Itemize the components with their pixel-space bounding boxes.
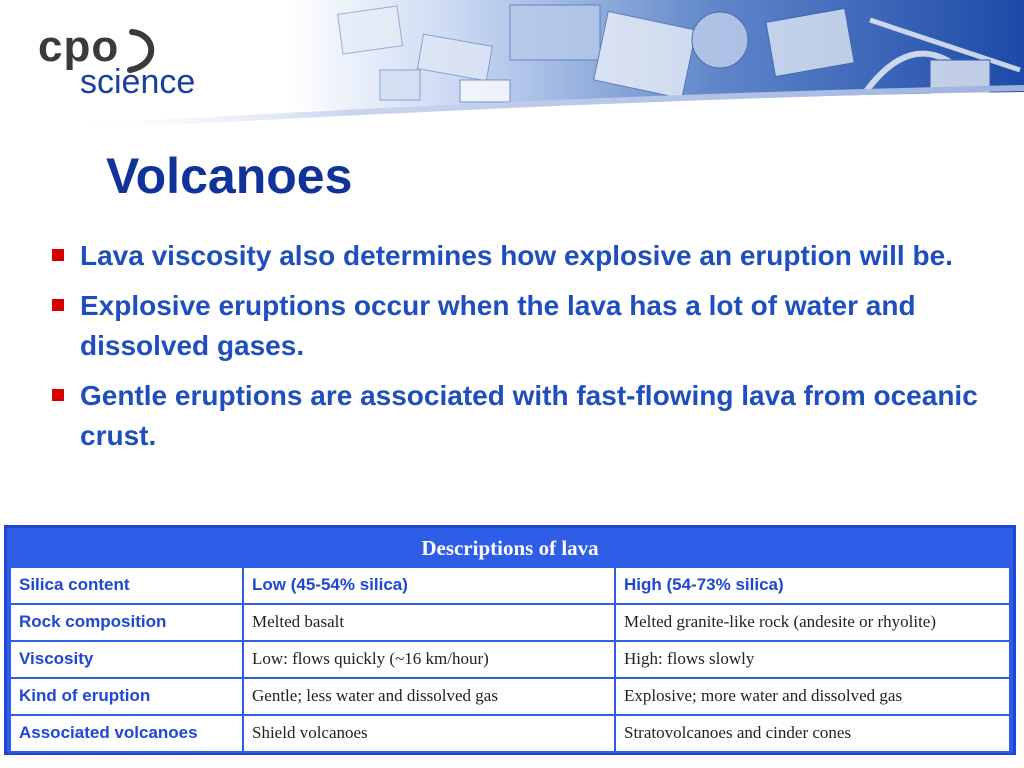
row-label: Rock composition xyxy=(10,604,243,641)
column-header-low: Low (45-54% silica) xyxy=(243,567,615,604)
row-label: Associated volcanoes xyxy=(10,715,243,752)
table-row xyxy=(10,715,1010,752)
bullet-list xyxy=(50,236,990,466)
bullet-text: Gentle eruptions are associated with fast-flowing lava from oceanic crust. xyxy=(80,380,978,451)
cpo-science-logo xyxy=(38,22,228,102)
table-caption: Descriptions of lava xyxy=(10,531,1010,567)
cell-high: Stratovolcanoes and cinder cones xyxy=(615,715,1010,752)
logo-subbrand: science xyxy=(80,63,196,101)
bullet-item xyxy=(50,376,990,456)
table-header-row xyxy=(10,567,1010,604)
row-label: Kind of eruption xyxy=(10,678,243,715)
bullet-item xyxy=(50,236,990,276)
table-row xyxy=(10,641,1010,678)
bullet-item xyxy=(50,286,990,366)
row-label: Viscosity xyxy=(10,641,243,678)
cell-low: Melted basalt xyxy=(243,604,615,641)
cell-low: Shield volcanoes xyxy=(243,715,615,752)
column-header-high: High (54-73% silica) xyxy=(615,567,1010,604)
table-row xyxy=(10,678,1010,715)
bullet-text: Lava viscosity also determines how explosive an eruption will be. xyxy=(80,240,953,271)
square-bullet-icon xyxy=(52,299,64,311)
cell-low: Low: flows quickly (~16 km/hour) xyxy=(243,641,615,678)
logo-brand: cpo xyxy=(38,22,120,71)
bullet-text: Explosive eruptions occur when the lava has a lot of water and dissolved gases. xyxy=(80,290,916,361)
header-banner xyxy=(0,0,1024,130)
lava-table-grid xyxy=(9,530,1011,753)
square-bullet-icon xyxy=(52,249,64,261)
square-bullet-icon xyxy=(52,389,64,401)
lava-descriptions-table xyxy=(4,525,1016,755)
cell-high: High: flows slowly xyxy=(615,641,1010,678)
table-caption-row xyxy=(10,531,1010,567)
cell-low: Gentle; less water and dissolved gas xyxy=(243,678,615,715)
row-label: Silica content xyxy=(10,567,243,604)
cell-high: Melted granite-like rock (andesite or rhyolite) xyxy=(615,604,1010,641)
table-row xyxy=(10,604,1010,641)
page-title: Volcanoes xyxy=(106,148,353,204)
cell-high: Explosive; more water and dissolved gas xyxy=(615,678,1010,715)
